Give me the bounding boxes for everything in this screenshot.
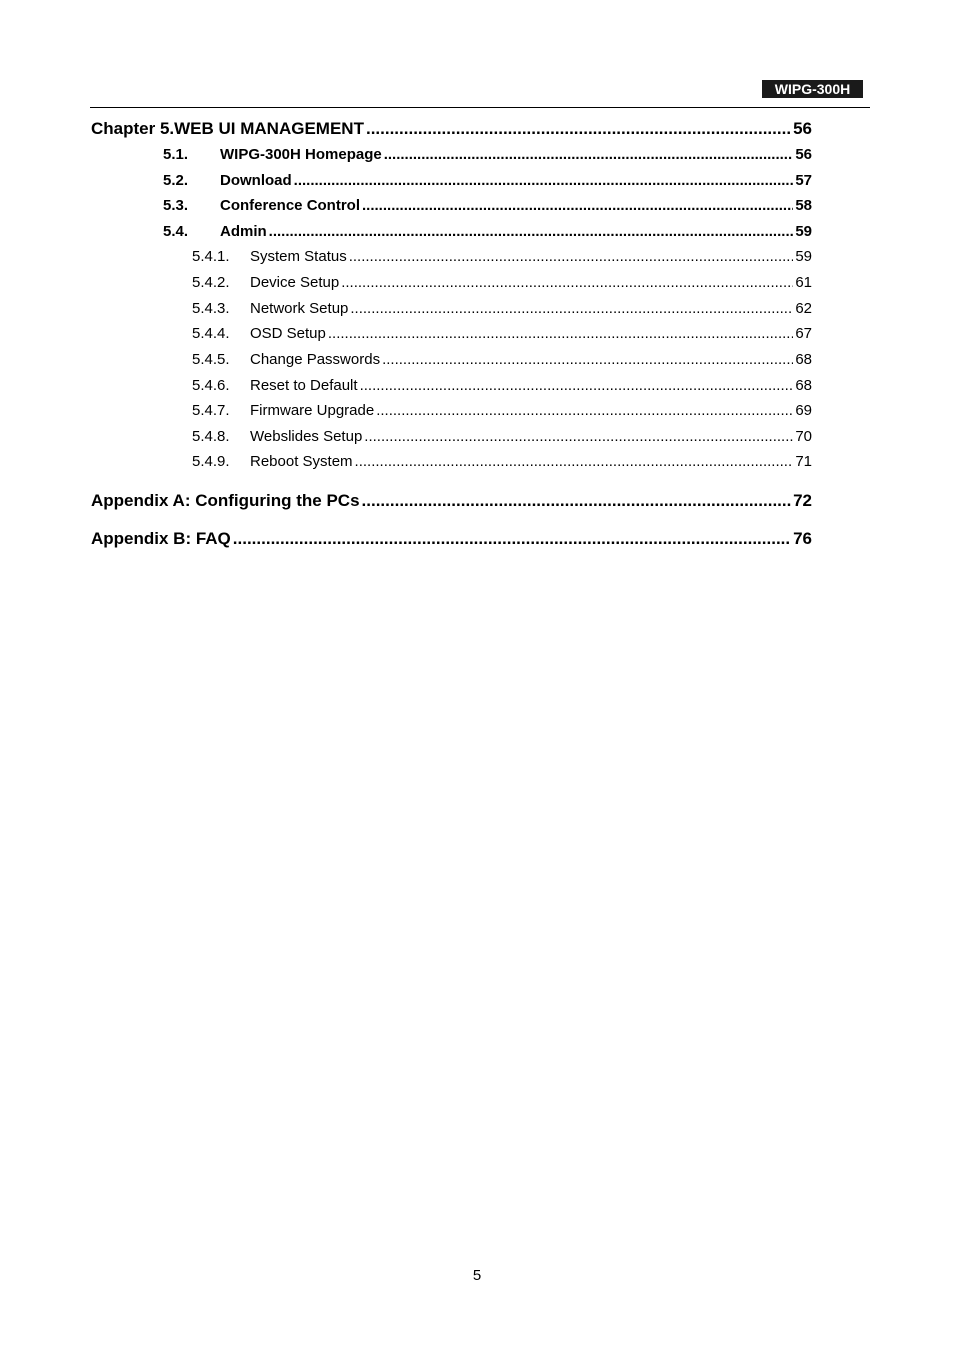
toc-entry-5-4-7[interactable] [192, 402, 812, 419]
toc-entry-5-3[interactable] [163, 197, 812, 214]
toc-entry-page: 68 [795, 377, 812, 394]
toc-entry-title: Appendix B: FAQ [91, 529, 231, 548]
toc-entry-appendix-a[interactable] [91, 491, 812, 511]
toc-entry-title: Reboot System [250, 453, 353, 470]
toc-entry-title: Admin [220, 223, 267, 240]
toc-entry-number: 5.2. [163, 172, 189, 189]
toc-entry-number: 5.3. [163, 197, 189, 214]
toc-entry-title: Conference Control [220, 197, 361, 214]
toc-entry-number: 5.4.2. [192, 274, 230, 291]
header-rule [90, 107, 870, 108]
toc-entry-5-4-4[interactable] [192, 325, 812, 342]
toc-leader-dots [376, 402, 793, 419]
toc-leader-dots [362, 197, 793, 214]
toc-entry-title: Network Setup [250, 300, 349, 317]
toc-entry-page: 61 [795, 274, 812, 291]
toc-entry-number: 5.4.4. [192, 325, 230, 342]
toc-entry-5-4-3[interactable] [192, 300, 812, 317]
toc-entry-5-2[interactable] [163, 172, 812, 189]
toc-entry-title: Download [220, 172, 292, 189]
toc-entry-5-4-5[interactable] [192, 351, 812, 368]
toc-entry-number: 5.1. [163, 146, 189, 163]
toc-entry-title: Webslides Setup [250, 428, 363, 445]
toc-leader-dots [360, 377, 794, 394]
toc-entry-page: 70 [795, 428, 812, 445]
toc-entry-5-4[interactable] [163, 223, 812, 240]
toc-entry-5-4-6[interactable] [192, 377, 812, 394]
toc-entry-number: 5.4.6. [192, 377, 230, 394]
toc-entry-page: 76 [793, 529, 812, 548]
toc-leader-dots [349, 248, 794, 265]
toc-leader-dots [233, 529, 791, 549]
toc-entry-title: Reset to Default [250, 377, 358, 394]
toc-leader-dots [366, 119, 791, 139]
toc-leader-dots [382, 351, 793, 368]
toc-entry-5-4-8[interactable] [192, 428, 812, 445]
toc-leader-dots [362, 491, 792, 511]
toc-entry-title: Change Passwords [250, 351, 381, 368]
toc-entry-5-1[interactable] [163, 146, 812, 163]
toc-leader-dots [364, 428, 793, 445]
toc-entry-page: 71 [795, 453, 812, 470]
toc-leader-dots [384, 146, 794, 163]
toc-leader-dots [269, 223, 794, 240]
toc-entry-number: 5.4.8. [192, 428, 230, 445]
toc-entry-page: 72 [793, 491, 812, 510]
toc-entry-page: 67 [795, 325, 812, 342]
toc-entry-page: 59 [795, 248, 812, 265]
toc-leader-dots [294, 172, 794, 189]
toc-entry-page: 56 [795, 146, 812, 163]
toc-entry-5-4-1[interactable] [192, 248, 812, 265]
toc-entry-title: Appendix A: Configuring the PCs [91, 491, 360, 510]
toc-entry-number: 5.4.7. [192, 402, 230, 419]
toc-entry-page: 68 [795, 351, 812, 368]
toc-entry-appendix-b[interactable] [91, 529, 812, 549]
toc-entry-page: 62 [795, 300, 812, 317]
toc-leader-dots [350, 300, 793, 317]
toc-entry-page: 57 [795, 172, 812, 189]
toc-entry-title: Device Setup [250, 274, 340, 291]
toc-entry-number: 5.4.3. [192, 300, 230, 317]
product-badge: WIPG-300H [762, 80, 863, 98]
toc-entry-page: 58 [795, 197, 812, 214]
toc-entry-page: 59 [795, 223, 812, 240]
toc-entry-title: OSD Setup [250, 325, 326, 342]
toc-entry-number: 5.4.1. [192, 248, 230, 265]
toc-entry-title: Firmware Upgrade [250, 402, 375, 419]
toc-entry-number: 5.4.9. [192, 453, 230, 470]
page-number: 5 [472, 1267, 482, 1284]
toc-entry-title: Chapter 5.WEB UI MANAGEMENT [91, 119, 364, 138]
toc-entry-page: 56 [793, 119, 812, 138]
toc-entry-5-4-9[interactable] [192, 453, 812, 470]
toc-entry-title: WIPG-300H Homepage [220, 146, 382, 163]
toc-entry-5-4-2[interactable] [192, 274, 812, 291]
toc-entry-page: 69 [795, 402, 812, 419]
toc-leader-dots [328, 325, 793, 342]
toc-entry-number: 5.4. [163, 223, 189, 240]
toc-leader-dots [355, 453, 794, 470]
toc-entry-chapter-5[interactable] [91, 119, 812, 139]
toc-entry-number: 5.4.5. [192, 351, 230, 368]
toc-entry-title: System Status [250, 248, 347, 265]
toc-leader-dots [341, 274, 793, 291]
